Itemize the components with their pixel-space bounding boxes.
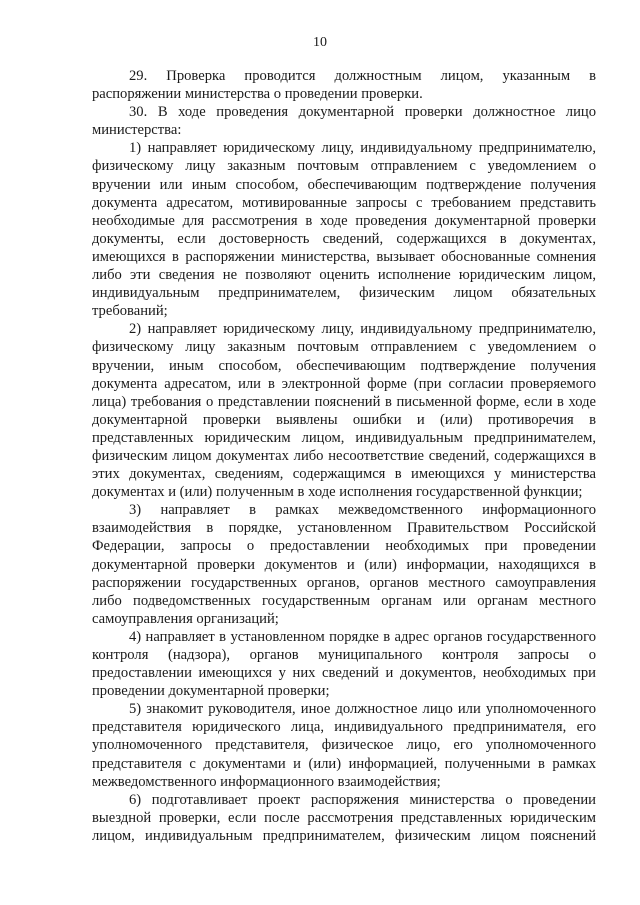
- document-body: [92, 67, 596, 845]
- paragraph-29: 29. Проверка проводится должностным лицом, указанным в распоряжении министерства о проведении проверки.: [92, 68, 596, 103]
- list-item-4: 4) направляет в установленном порядке в адрес органов государственного контроля (надзора), органов муниципального контроля запросы о предоставлении имеющихся у них сведений и документов, необходимых при проведении документарной проверки;: [92, 628, 596, 700]
- page-number: 10: [313, 35, 327, 50]
- list-item-2: 2) направляет юридическому лицу, индивидуальному предпринимателю, физическому лицу заказным почтовым отправлением с уведомлением о вручении, иным способом, обеспечивающим подтверждение получения документа адресатом, или в электронной форме (при согласии проверяемого лица) требования о представлении пояснений в письменной форме, если в ходе документарной проверки выявлены ошибки и (или) противоречия в представленных юридическим лицом, индивидуальным предпринимателем, физическим лицом документах либо несоответствие сведений, содержащихся в этих документах, сведениям, содержащимся в имеющихся у министерства документах и (или) полученным в ходе исполнения государственной функции;: [92, 321, 596, 501]
- list-item-5: 5) знакомит руководителя, иное должностное лицо или уполномоченного представителя юридического лица, индивидуального предпринимателя, его уполномоченного представителя, физическое лицо, его уполномоченного представителя с документами и (или) информацией, полученными в рамках межведомственного информационного взаимодействия;: [92, 701, 596, 790]
- list-item-6: 6) подготавливает проект распоряжения министерства о проведении выездной проверки, если после рассмотрения представленных юридическим лицом, индивидуальным предпринимателем, физическим лицом пояснений: [92, 791, 596, 844]
- list-item-3: 3) направляет в рамках межведомственного информационного взаимодействия в порядке, установленном Правительством Российской Федерации, запросы о предоставлении необходимых при проведении документарной проверки документов и (или) информации, находящихся в распоряжении государственных органов, органов местного самоуправления либо подведомственных государственным органам или органам местного самоуправления организаций;: [92, 502, 596, 627]
- list-item-1: 1) направляет юридическому лицу, индивидуальному предпринимателю, физическому лицу заказным почтовым отправлением с уведомлением о вручении или иным способом, обеспечивающим подтверждение получения документа адресатом, мотивированные запросы с требованием представить необходимые для рассмотрения в ходе проведения документарной проверки документы, если достоверность сведений, содержащихся в документах, имеющихся в распоряжении министерства, вызывает обоснованные сомнения либо эти сведения не позволяют оценить исполнение юридическим лицом, индивидуальным предпринимателем, физическим лицом обязательных требований;: [92, 140, 596, 320]
- paragraph-30: 30. В ходе проведения документарной проверки должностное лицо министерства:: [92, 104, 596, 139]
